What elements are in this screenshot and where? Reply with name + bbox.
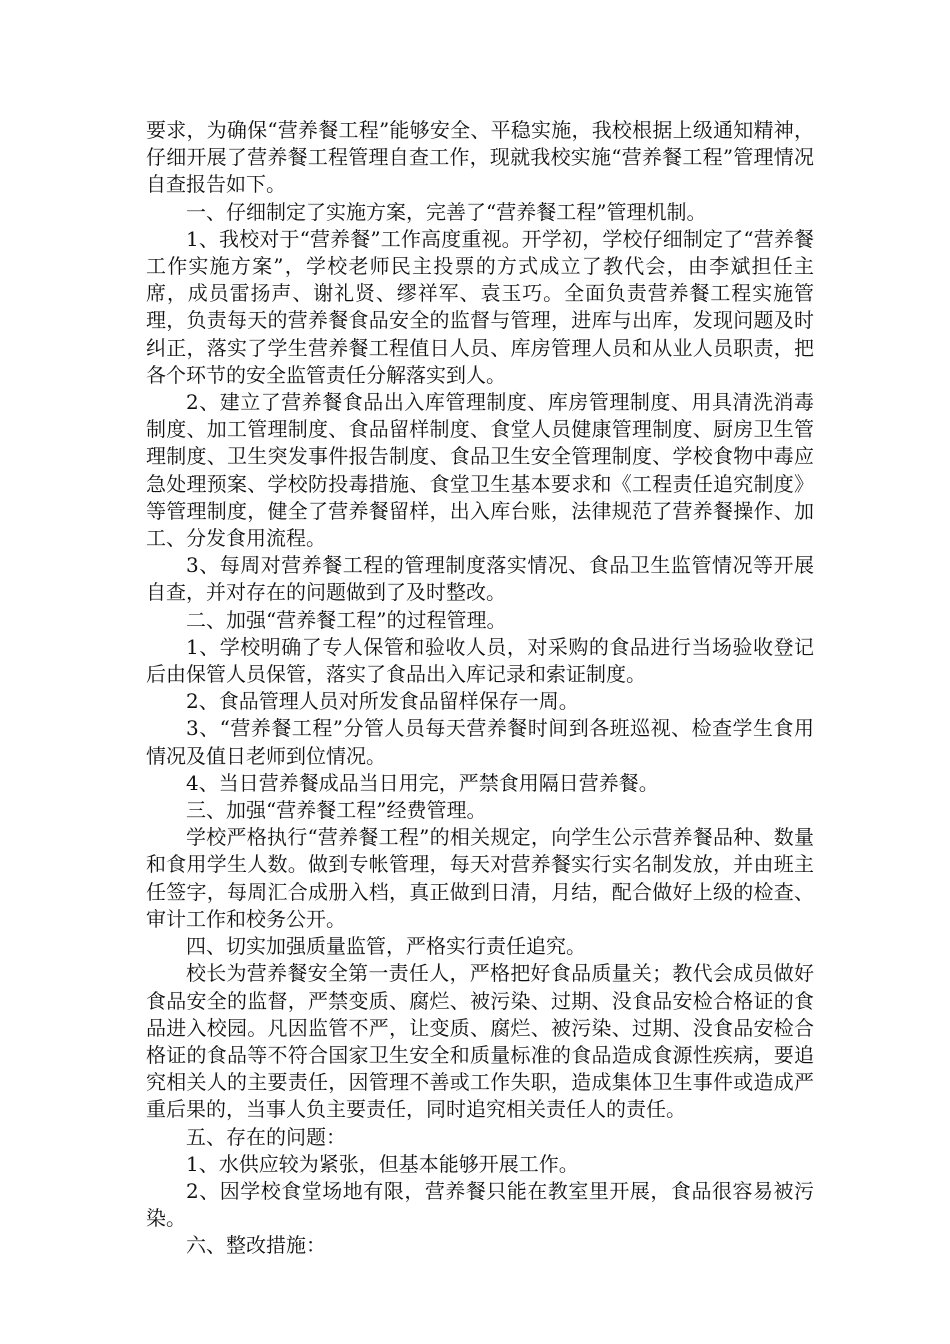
paragraph: 1、学校明确了专人保管和验收人员，对采购的食品进行当场验收登记后由保管人员保管，落实了食品出入库记录和索证制度。 (146, 634, 814, 687)
paragraph: 1、水供应较为紧张，但基本能够开展工作。 (186, 1151, 579, 1176)
document-body (146, 117, 814, 1260)
paragraph: 要求，为确保“营养餐工程”能够安全、平稳实施，我校根据上级通知精神，仔细开展了营养餐工程管理自查工作，现就我校实施“营养餐工程”管理情况自查报告如下。 (146, 118, 814, 197)
paragraph: 2、建立了营养餐食品出入库管理制度、库房管理制度、用具清洗消毒制度、加工管理制度、食品留样制度、食堂人员健康管理制度、厨房卫生管理制度、卫生突发事件报告制度、食品卫生安全管理制度、学校食物中毒应急处理预案、学校防投毒措施、食堂卫生基本要求和《工程责任追究制度》等管理制度，健全了营养餐留样，出入库台账，法律规范了营养餐操作、加工、分发食用流程。 (146, 390, 814, 551)
section-heading: 五、存在的问题： (186, 1124, 346, 1149)
section-heading: 六、整改措施： (186, 1233, 326, 1258)
section-heading: 二、加强“营养餐工程”的过程管理。 (186, 607, 507, 632)
paragraph: 校长为营养餐安全第一责任人，严格把好食品质量关；教代会成员做好食品安全的监督，严禁变质、腐烂、被污染、过期、没食品安检合格证的食品进入校园。凡因监管不严，让变质、腐烂、被污染、过期、没食品安检合格证的食品等不符合国家卫生安全和质量标准的食品造成食源性疾病，要追究相关人的主要责任，因管理不善或工作失职，造成集体卫生事件或造成严重后果的，当事人负主要责任，同时追究相关责任人的责任。 (146, 961, 814, 1122)
paragraph: 1、我校对于“营养餐”工作高度重视。开学初，学校仔细制定了“营养餐工作实施方案”，学校老师民主投票的方式成立了教代会，由李斌担任主席，成员雷扬声、谢礼贤、缪祥军、袁玉巧。全面负责营养餐工程实施管理，负责每天的营养餐食品安全的监督与管理，进库与出库，发现问题及时纠正，落实了学生营养餐工程值日人员、库房管理人员和从业人员职责，把各个环节的安全监管责任分解落实到人。 (146, 226, 814, 387)
paragraph: 3、每周对营养餐工程的管理制度落实情况、食品卫生监管情况等开展自查，并对存在的问题做到了及时整改。 (146, 553, 814, 605)
paragraph: 4、当日营养餐成品当日用完，严禁食用隔日营养餐。 (186, 770, 659, 795)
paragraph: 2、因学校食堂场地有限，营养餐只能在教室里开展，食品很容易被污染。 (146, 1178, 814, 1231)
section-heading: 四、切实加强质量监管，严格实行责任追究。 (186, 934, 586, 959)
section-heading: 三、加强“营养餐工程”经费管理。 (186, 798, 487, 823)
paragraph: 学校严格执行“营养餐工程”的相关规定，向学生公示营养餐品种、数量和食用学生人数。做到专帐管理，每天对营养餐实行实名制发放，并由班主任签字，每周汇合成册入档，真正做到日清，月结，配合做好上级的检查、审计工作和校务公开。 (146, 825, 814, 931)
section-heading: 一、仔细制定了实施方案，完善了“营养餐工程”管理机制。 (186, 199, 707, 224)
paragraph: 3、“营养餐工程”分管人员每天营养餐时间到各班巡视、检查学生食用情况及值日老师到位情况。 (146, 716, 814, 768)
paragraph: 2、食品管理人员对所发食品留样保存一周。 (186, 689, 579, 714)
